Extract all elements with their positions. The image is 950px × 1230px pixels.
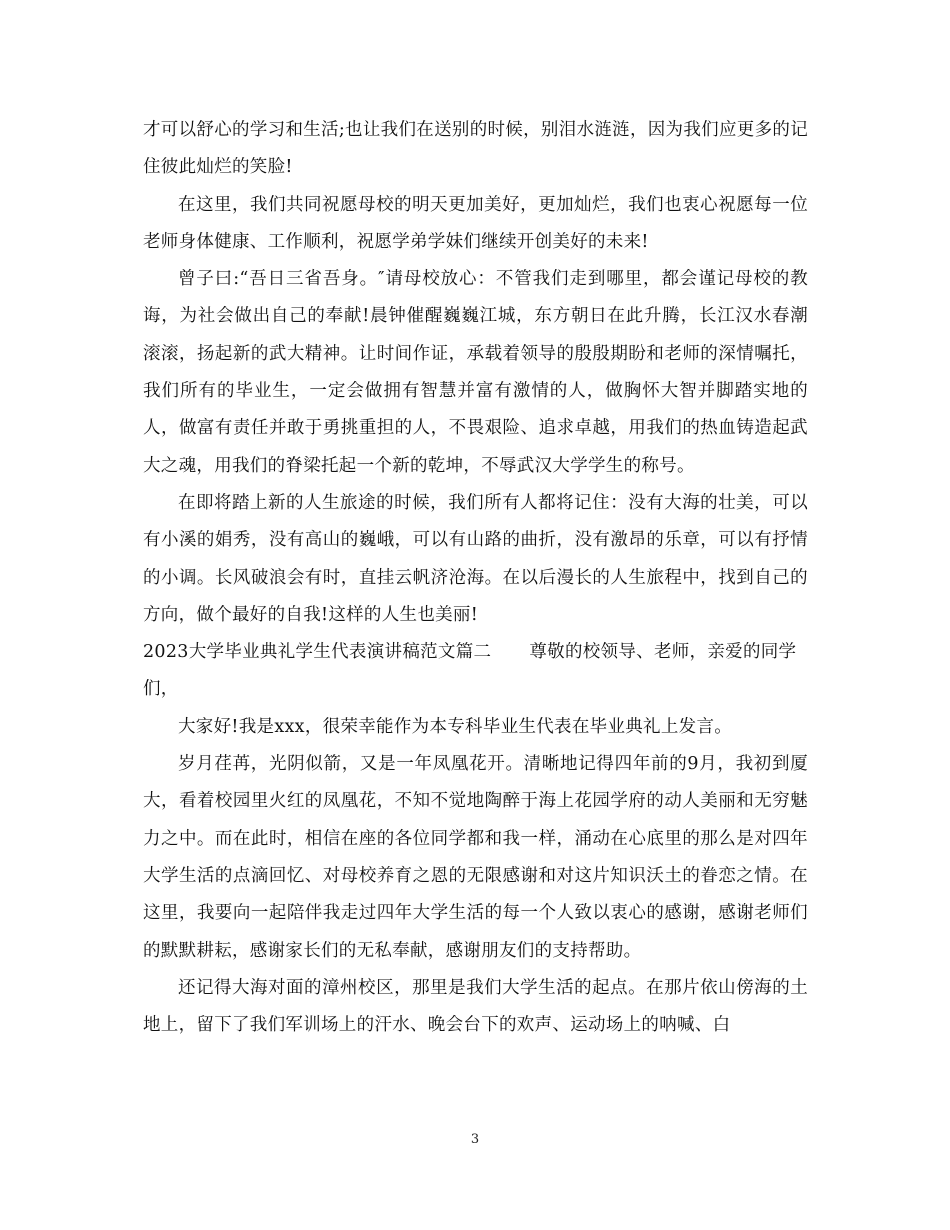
- section-heading: 2023大学毕业典礼学生代表演讲稿范文篇二: [143, 642, 492, 663]
- paragraph-1: 才可以舒心的学习和生活;也让我们在送别的时候，别泪水涟涟，因为我们应更多的记住彼此灿烂的笑脸!: [143, 120, 808, 178]
- paragraph-7: 还记得大海对面的漳州校区，那里是我们大学生活的起点。在那片依山傍海的土地上，留下了我们军训场上的汗水、晚会台下的欢声、运动场上的呐喊、白: [143, 977, 808, 1036]
- paragraph-4: 在即将踏上新的人生旅途的时候，我们所有人都将记住：没有大海的壮美，可以有小溪的娟秀，没有高山的巍峨，可以有山路的曲折，没有激昂的乐章，可以有抒情的小调。长风破浪会有时，直挂云帆济沧海。在以后漫长的人生旅程中，找到自己的方向，做个最好的自我!这样的人生也美丽!: [143, 492, 808, 625]
- paragraph-3: 曾子曰:“吾日三省吾身。″请母校放心：不管我们走到哪里，都会谨记母校的教诲，为社会做出自己的奉献!晨钟催醒巍巍江城，东方朝日在此升腾，长江汉水春潮滚滚，扬起新的武大精神。让时间作证，承载着领导的殷殷期盼和老师的深情嘱托，我们所有的毕业生，一定会做拥有智慧并富有激情的人，做胸怀大智并脚踏实地的人，做富有责任并敢于勇挑重担的人，不畏艰险、追求卓越，用我们的热血铸造起武大之魂，用我们的脊梁托起一个新的乾坤，不辱武汉大学学生的称号。: [143, 269, 808, 476]
- paragraph-5: 大家好!我是xxx，很荣幸能作为本专科毕业生代表在毕业典礼上发言。: [178, 716, 733, 737]
- section-heading-line: [143, 634, 808, 709]
- salutation: 尊敬的校领导、老师，亲爱的同学们，: [143, 642, 797, 700]
- paragraph-2: 在这里，我们共同祝愿母校的明天更加美好，更加灿烂，我们也衷心祝愿每一位老师身体健康、工作顺利，祝愿学弟学妹们继续开创美好的未来!: [143, 194, 808, 252]
- document-body: [143, 112, 808, 1044]
- paragraph-6: 岁月荏苒，光阴似箭，又是一年凤凰花开。清晰地记得四年前的9月，我初到厦大，看着校园里火红的凤凰花，不知不觉地陶醉于海上花园学府的动人美丽和无穷魅力之中。而在此时，相信在座的各位同学都和我一样，涌动在心底里的那么是对四年大学生活的点滴回忆、对母校养育之恩的无限感谢和对这片知识沃土的眷恋之情。在这里，我要向一起陪伴我走过四年大学生活的每一个人致以衷心的感谢，感谢老师们的默默耕耘，感谢家长们的无私奉献，感谢朋友们的支持帮助。: [143, 754, 808, 961]
- page-number: 3: [470, 1132, 480, 1147]
